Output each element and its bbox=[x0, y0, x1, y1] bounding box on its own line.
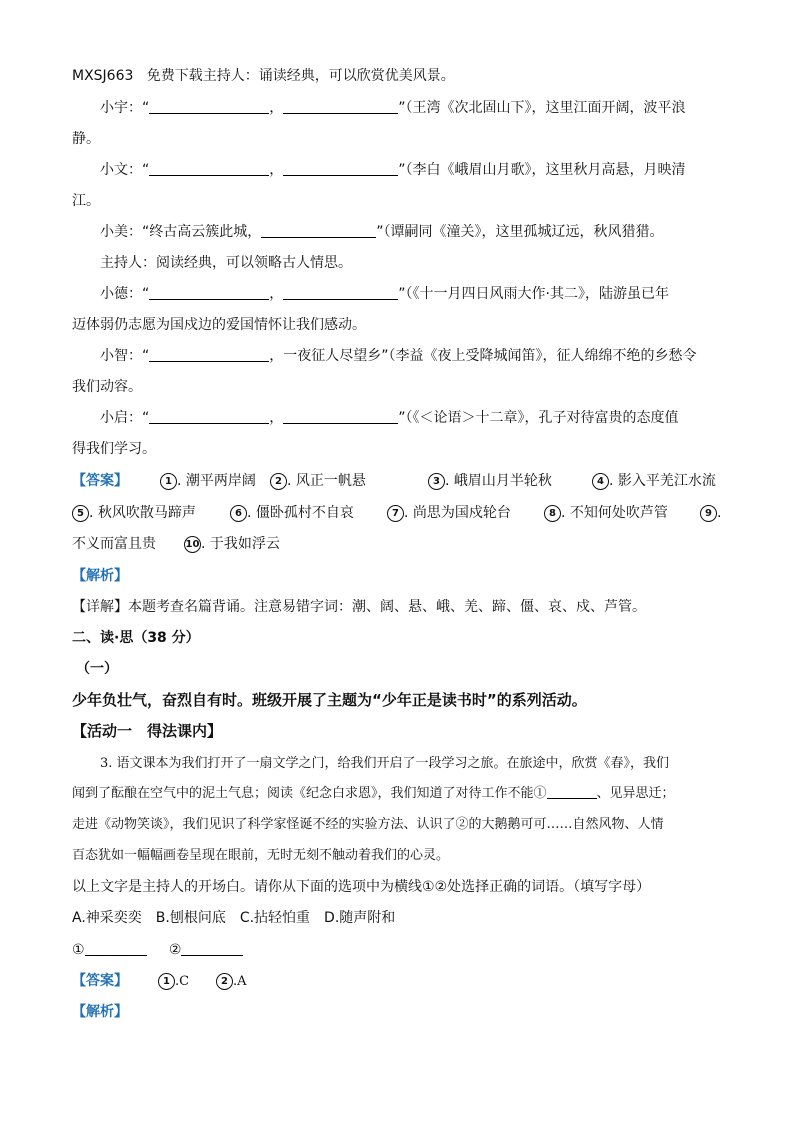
dialogue-cont: 江。 bbox=[72, 193, 100, 209]
dialogue-xiaode bbox=[100, 284, 669, 304]
quote-open: “ bbox=[142, 100, 150, 116]
analysis-label: 【解析】 bbox=[72, 1004, 128, 1020]
doc-code: MXSJ663 bbox=[72, 68, 134, 84]
dialogue-host bbox=[100, 253, 352, 273]
item-number: 4 bbox=[592, 473, 609, 490]
quoted-line: “终古高云簇此城， bbox=[142, 224, 262, 240]
answer-item bbox=[158, 971, 189, 992]
answer-text: 不义而富且贵 bbox=[72, 536, 156, 552]
answer-text: . 潮平两岸阔 bbox=[177, 473, 256, 489]
item-number: 9 bbox=[700, 505, 717, 522]
fill-blank[interactable] bbox=[547, 784, 597, 799]
dialogue-xiaoqi bbox=[100, 408, 679, 428]
section-title: 二、读·思（38 分） bbox=[72, 630, 200, 646]
quote-open: “ bbox=[142, 348, 150, 364]
answer-item bbox=[184, 534, 280, 554]
answer-row-3 bbox=[72, 534, 280, 554]
fill-blank[interactable] bbox=[149, 409, 269, 424]
answer-item bbox=[387, 503, 511, 523]
q3-text: 、见异思迁； bbox=[596, 786, 675, 801]
speaker: 小智： bbox=[100, 348, 142, 364]
fill-blank[interactable] bbox=[149, 161, 269, 176]
comma: ， bbox=[269, 286, 284, 302]
answer-text: . 风正一帆悬 bbox=[287, 473, 366, 489]
answer-item bbox=[544, 503, 668, 523]
answer-item bbox=[216, 971, 247, 992]
item-number: 2 bbox=[270, 473, 287, 490]
speaker: 小启： bbox=[100, 410, 142, 426]
answer-item bbox=[230, 503, 354, 523]
answer-item bbox=[428, 471, 552, 491]
q3-line-3: 走进《动物笑谈》，我们见识了科学家怪诞不经的实验方法、认识了②的大鹅鹅可可……自然风物、人情 bbox=[72, 817, 664, 832]
dialogue-xiaoyu bbox=[100, 98, 686, 118]
quote-close: ” bbox=[398, 286, 406, 302]
q3-line-4: 百态犹如一幅幅画卷呈现在眼前，无时无刻不触动着我们的心灵。 bbox=[72, 848, 450, 863]
host-intro: 免费下载主持人：诵读经典，可以欣赏优美风景。 bbox=[146, 68, 455, 84]
blank-marker: ② bbox=[168, 942, 182, 958]
speaker: 主持人： bbox=[100, 255, 156, 271]
item-number: 1 bbox=[158, 973, 175, 990]
q3-line-1: 3. 语文课本为我们打开了一扇文学之门，给我们开启了一段学习之旅。在旅途中，欣赏《春》，我们 bbox=[100, 756, 670, 771]
detail-label: 【详解】 bbox=[72, 599, 128, 615]
fill-blank[interactable] bbox=[261, 223, 376, 238]
quote-open: “ bbox=[142, 286, 150, 302]
answer2-row bbox=[72, 971, 247, 991]
item-number: 5 bbox=[72, 505, 89, 522]
quote-close: ” bbox=[398, 100, 406, 116]
answer-text: .A bbox=[233, 974, 247, 989]
answer-text: . 影入平羌江水流 bbox=[609, 473, 716, 489]
host-text: 阅读经典，可以领略古人情思。 bbox=[156, 255, 352, 271]
item-number: 2 bbox=[216, 973, 233, 990]
answer-label: 【答案】 bbox=[72, 473, 128, 489]
quote-close: ” bbox=[398, 410, 406, 426]
host-intro-line bbox=[72, 66, 455, 86]
answer-text: . bbox=[717, 505, 722, 521]
item-number: 6 bbox=[230, 505, 247, 522]
item-number: 10 bbox=[184, 536, 201, 553]
speaker: 小宇： bbox=[100, 100, 142, 116]
q3-line-2 bbox=[72, 784, 675, 804]
fill-blank[interactable] bbox=[283, 409, 398, 424]
source-note: （谭嗣同《潼关》，这里孤城辽远，秋风猎猎。 bbox=[383, 224, 664, 240]
fill-blank[interactable] bbox=[149, 99, 269, 114]
blank-marker: ① bbox=[72, 942, 85, 958]
speaker: 小德： bbox=[100, 286, 142, 302]
answer-text: . 不知何处吹芦管 bbox=[561, 505, 668, 521]
dialogue-cont: 得我们学习。 bbox=[72, 441, 156, 457]
quote-close: ” bbox=[398, 162, 406, 178]
dialogue-cont: 迈体弱仍志愿为国戍边的爱国情怀让我们感动。 bbox=[72, 317, 366, 333]
comma: ， bbox=[269, 100, 284, 116]
quote-open: “ bbox=[142, 410, 150, 426]
answer-text: . 于我如浮云 bbox=[201, 536, 280, 552]
detail-line bbox=[72, 597, 646, 617]
source-note: （李白《峨眉山月歌》，这里秋月高悬，月映清 bbox=[405, 162, 686, 178]
fill-blank[interactable] bbox=[283, 161, 398, 176]
answer-text: .C bbox=[175, 974, 190, 989]
answer-text: . 峨眉山月半轮秋 bbox=[445, 473, 552, 489]
answer-item bbox=[72, 503, 196, 523]
fill-blank[interactable] bbox=[85, 941, 147, 956]
detail-text: 本题考查名篇背诵。注意易错字词：潮、阔、悬、峨、羌、蹄、僵、哀、戍、芦管。 bbox=[128, 599, 646, 615]
analysis-label: 【解析】 bbox=[72, 568, 128, 584]
answer-item bbox=[270, 471, 366, 491]
fill-blank[interactable] bbox=[181, 941, 243, 956]
fill-blank[interactable] bbox=[283, 99, 398, 114]
source-note: ，一夜征人尽望乡”（李益《夜上受降城闻笛》，征人绵绵不绝的乡愁令 bbox=[269, 348, 697, 364]
speaker: 小美： bbox=[100, 224, 142, 240]
q3-instruction: 以上文字是主持人的开场白。请你从下面的选项中为横线①②处选择正确的词语。（填写字母） bbox=[72, 879, 651, 895]
answer-label: 【答案】 bbox=[72, 973, 128, 989]
item-number: 1 bbox=[160, 473, 177, 490]
answer-text: . 秋风吹散马蹄声 bbox=[89, 505, 196, 521]
answer-item bbox=[160, 471, 256, 491]
item-number: 3 bbox=[428, 473, 445, 490]
source-note: （《十一月四日风雨大作·其二》，陆游虽已年 bbox=[405, 286, 669, 302]
q3-blanks bbox=[72, 940, 243, 960]
section-theme: 少年负壮气，奋烈自有时。班级开展了主题为“少年正是读书时”的系列活动。 bbox=[72, 691, 587, 709]
source-note: （王湾《次北固山下》，这里江面开阔，波平浪 bbox=[405, 100, 686, 116]
dialogue-xiaomei bbox=[100, 222, 664, 242]
item-number: 7 bbox=[387, 505, 404, 522]
answer-item bbox=[700, 503, 721, 523]
fill-blank[interactable] bbox=[283, 285, 398, 300]
comma: ， bbox=[269, 410, 284, 426]
q3-options: A.神采奕奕 B.刨根问底 C.拈轻怕重 D.随声附和 bbox=[72, 910, 396, 926]
dialogue-xiaozhi bbox=[100, 346, 697, 366]
q3-text: 闻到了酝酿在空气中的泥土气息；阅读《纪念白求恩》，我们知道了对待工作不能① bbox=[72, 786, 547, 801]
dialogue-cont: 我们动容。 bbox=[72, 379, 142, 395]
dialogue-cont: 静。 bbox=[72, 131, 100, 147]
item-number: 8 bbox=[544, 505, 561, 522]
answer-row-1 bbox=[72, 471, 716, 491]
answer-text: . 尚思为国戍轮台 bbox=[404, 505, 511, 521]
activity-title: 【活动一 得法课内】 bbox=[72, 722, 223, 740]
answer-text: . 僵卧孤村不自哀 bbox=[247, 505, 354, 521]
fill-blank[interactable] bbox=[149, 347, 269, 362]
speaker: 小文： bbox=[100, 162, 142, 178]
dialogue-xiaowen bbox=[100, 160, 686, 180]
quote-close: ” bbox=[376, 224, 384, 240]
answer-item bbox=[592, 471, 716, 491]
section-sub: （一） bbox=[76, 661, 118, 677]
quote-open: “ bbox=[142, 162, 150, 178]
source-note: （《＜论语＞十二章》，孔子对待富贵的态度值 bbox=[405, 410, 679, 426]
fill-blank[interactable] bbox=[149, 285, 269, 300]
comma: ， bbox=[269, 162, 284, 178]
